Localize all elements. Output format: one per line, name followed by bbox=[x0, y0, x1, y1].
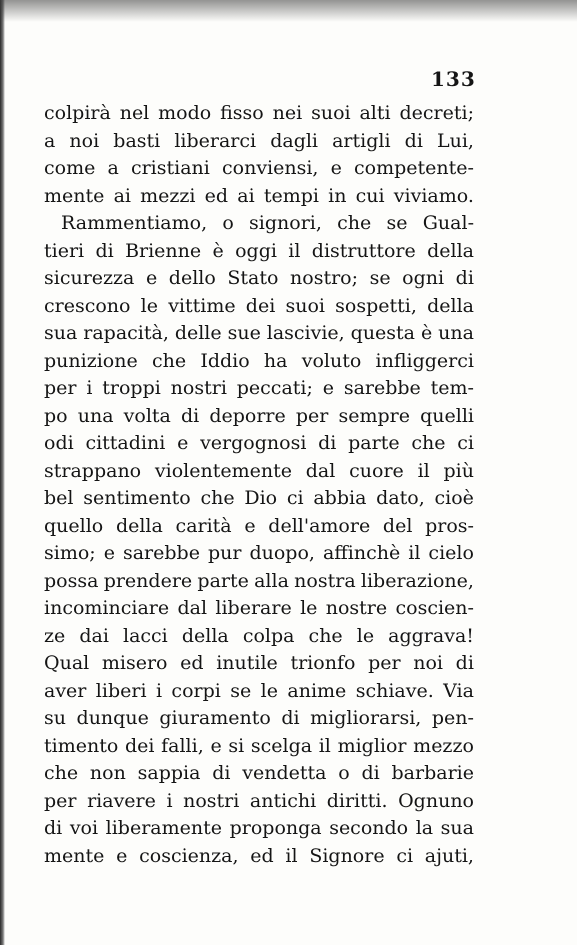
text-line: che non sappia di vendetta o di barbarie bbox=[44, 762, 474, 784]
text-line: quello della carità e dell'amore del pros- bbox=[44, 514, 474, 537]
text-line: bel sentimento che Dio ci abbia dato, cioè bbox=[44, 487, 474, 509]
text-line: ze dai lacci della colpa che le aggrava! bbox=[44, 624, 474, 647]
text-line: Rammentiamo, o signori, che se Gual- bbox=[61, 212, 474, 234]
page-binding-edge bbox=[0, 0, 5, 945]
text-line: possa prendere parte alla nostra liberazione, bbox=[44, 569, 474, 592]
text-line: per i troppi nostri peccati; e sarebbe tem- bbox=[44, 377, 474, 399]
text-line: su dunque giuramento di migliorarsi, pen- bbox=[44, 707, 474, 729]
text-line: odi cittadini e vergognosi di parte che ci bbox=[44, 432, 474, 454]
text-line: sua rapacità, delle sue lascivie, questa è una bbox=[44, 322, 474, 344]
text-line: per riavere i nostri antichi diritti. Ognuno bbox=[44, 789, 474, 812]
text-line: mente ai mezzi ed ai tempi in cui viviamo. bbox=[44, 184, 474, 207]
text-line: punizione che Iddio ha voluto infliggerci bbox=[44, 349, 474, 372]
page-number: 133 bbox=[431, 67, 476, 91]
text-line: aver liberi i corpi se le anime schiave. Via bbox=[44, 679, 474, 702]
text-line: simo; e sarebbe pur duopo, affinchè il cielo bbox=[44, 542, 474, 564]
text-line: incominciare dal liberare le nostre coscien- bbox=[44, 597, 474, 619]
text-line: crescono le vittime dei suoi sospetti, della bbox=[44, 294, 474, 317]
text-line: come a cristiani conviensi, e competente- bbox=[44, 157, 474, 179]
text-line: sicurezza e dello Stato nostro; se ogni di bbox=[44, 267, 474, 289]
page-top-shadow bbox=[0, 0, 577, 22]
text-line: po una volta di deporre per sempre quelli bbox=[44, 404, 474, 427]
text-line: Qual misero ed inutile trionfo per noi di bbox=[44, 652, 474, 674]
text-line: colpirà nel modo fisso nei suoi alti decreti; bbox=[44, 102, 474, 124]
text-line: strappano violentemente dal cuore il più bbox=[44, 459, 474, 482]
text-line: di voi liberamente proponga secondo la sua bbox=[44, 817, 474, 839]
text-line: tieri di Brienne è oggi il distruttore della bbox=[44, 239, 474, 262]
text-line: mente e coscienza, ed il Signore ci ajuti, bbox=[44, 844, 474, 867]
text-line: timento dei falli, e si scelga il miglior mezzo bbox=[44, 734, 474, 757]
text-line: a noi basti liberarci dagli artigli di Lui, bbox=[44, 129, 474, 152]
